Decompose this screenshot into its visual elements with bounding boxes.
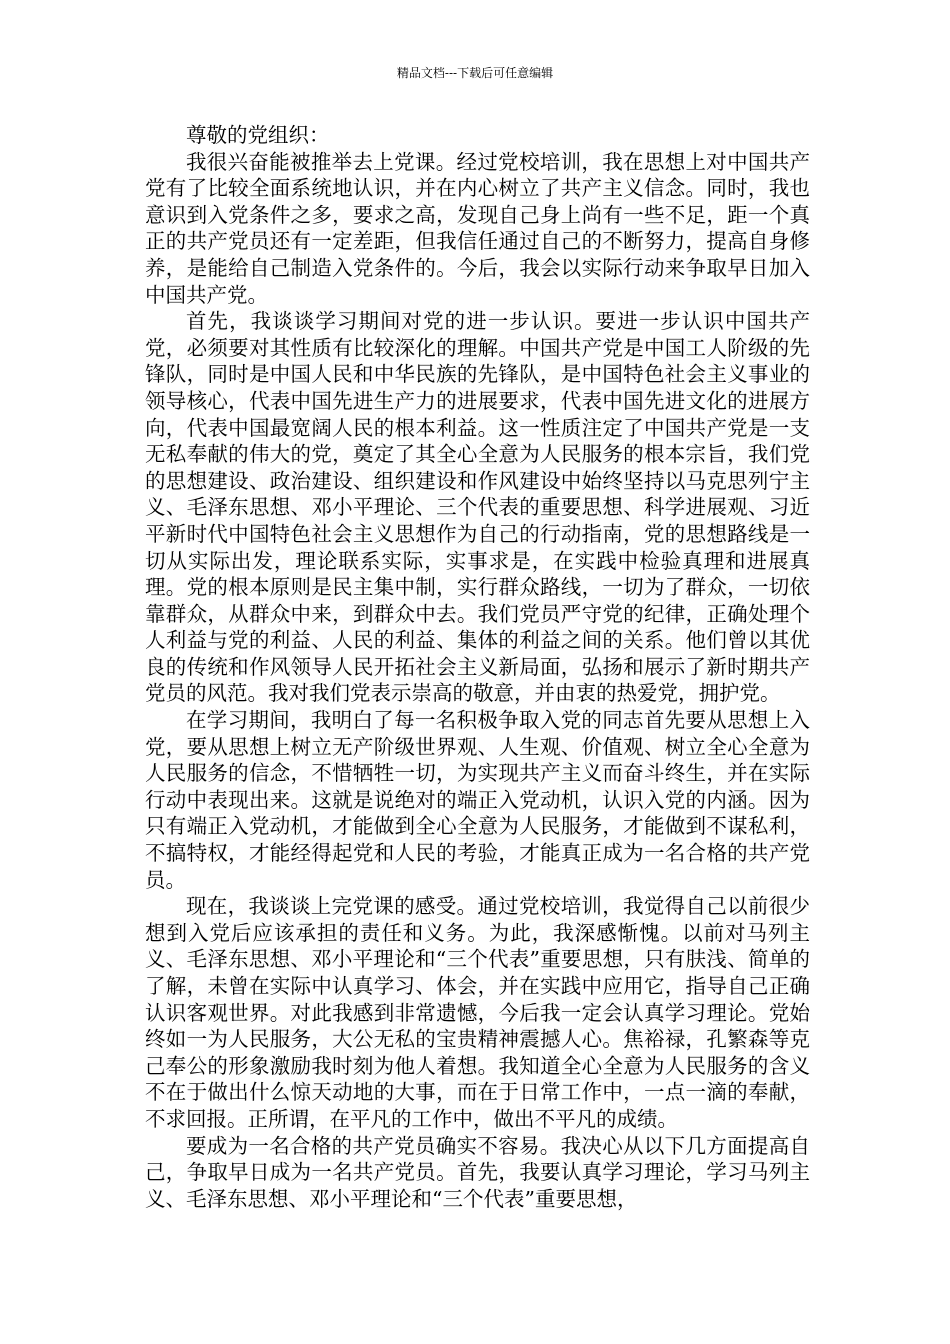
page-header: 精品文档---下载后可任意编辑 [396,66,554,80]
paragraph-5: 要成为一名合格的共产党员确实不容易。我决心从以下几方面提高自己，争取早日成为一名共产党员。首先，我要认真学习理论，学习马列主义、毛泽东思想、邓小平理论和“三个代表”重要思想， [145,1133,810,1211]
paragraph-1: 我很兴奋能被推举去上党课。经过党校培训，我在思想上对中国共产党有了比较全面系统地认识，并在内心树立了共产主义信念。同时，我也意识到入党条件之多，要求之高，发现自己身上尚有一些不足，距一个真正的共产党员还有一定差距，但我信任通过自己的不断努力，提高自身修养，是能给自己制造入党条件的。今后，我会以实际行动来争取早日加入中国共产党。 [145,149,810,307]
salutation: 尊敬的党组织： [186,123,330,147]
paragraph-2: 首先，我谈谈学习期间对党的进一步认识。要进一步认识中国共产党，必须要对其性质有比较深化的理解。中国共产党是中国工人阶级的先锋队，同时是中国人民和中华民族的先锋队，是中国特色社会主义事业的领导核心，代表中国先进生产力的进展要求，代表中国先进文化的进展方向，代表中国最宽阔人民的根本利益。这一性质注定了中国共产党是一支无私奉献的伟大的党，奠定了其全心全意为人民服务的根本宗旨，我们党的思想建设、政治建设、组织建设和作风建设中始终坚持以马克思列宁主义、毛泽东思想、邓小平理论、三个代表的重要思想、科学进展观、习近平新时代中国特色社会主义思想作为自己的行动指南，党的思想路线是一切从实际出发，理论联系实际，实事求是，在实践中检验真理和进展真理。党的根本原则是民主集中制，实行群众路线，一切为了群众，一切依靠群众，从群众中来，到群众中去。我们党员严守党的纪律，正确处理个人利益与党的利益、人民的利益、集体的利益之间的关系。他们曾以其优良的传统和作风领导人民开拓社会主义新局面，弘扬和展示了新时期共产党员的风范。我对我们党表示崇高的敬意，并由衷的热爱党，拥护党。 [145,309,810,706]
paragraph-3: 在学习期间，我明白了每一名积极争取入党的同志首先要从思想上入党，要从思想上树立无产阶级世界观、人生观、价值观、树立全心全意为人民服务的信念，不惜牺牲一切，为实现共产主义而奋斗终生，并在实际行动中表现出来。这就是说绝对的端正入党动机，认识入党的内涵。因为只有端正入党动机，才能做到全心全意为人民服务，才能做到不谋私利，不搞特权，才能经得起党和人民的考验，才能真正成为一名合格的共产党员。 [145,708,810,892]
letter-body [145,122,810,1212]
paragraph-4: 现在，我谈谈上完党课的感受。通过党校培训，我觉得自己以前很少想到入党后应该承担的责任和义务。为此，我深感惭愧。以前对马列主义、毛泽东思想、邓小平理论和“三个代表”重要思想，只有肤浅、简单的了解，未曾在实际中认真学习、体会，并在实践中应用它，指导自己正确认识客观世界。对此我感到非常遗憾，今后我一定会认真学习理论。党始终如一为人民服务，大公无私的宝贵精神震撼人心。焦裕禄，孔繁森等克己奉公的形象激励我时刻为他人着想。我知道全心全意为人民服务的含义不在于做出什么惊天动地的大事，而在于日常工作中，一点一滴的奉献，不求回报。正所谓，在平凡的工作中，做出不平凡的成绩。 [145,894,810,1131]
